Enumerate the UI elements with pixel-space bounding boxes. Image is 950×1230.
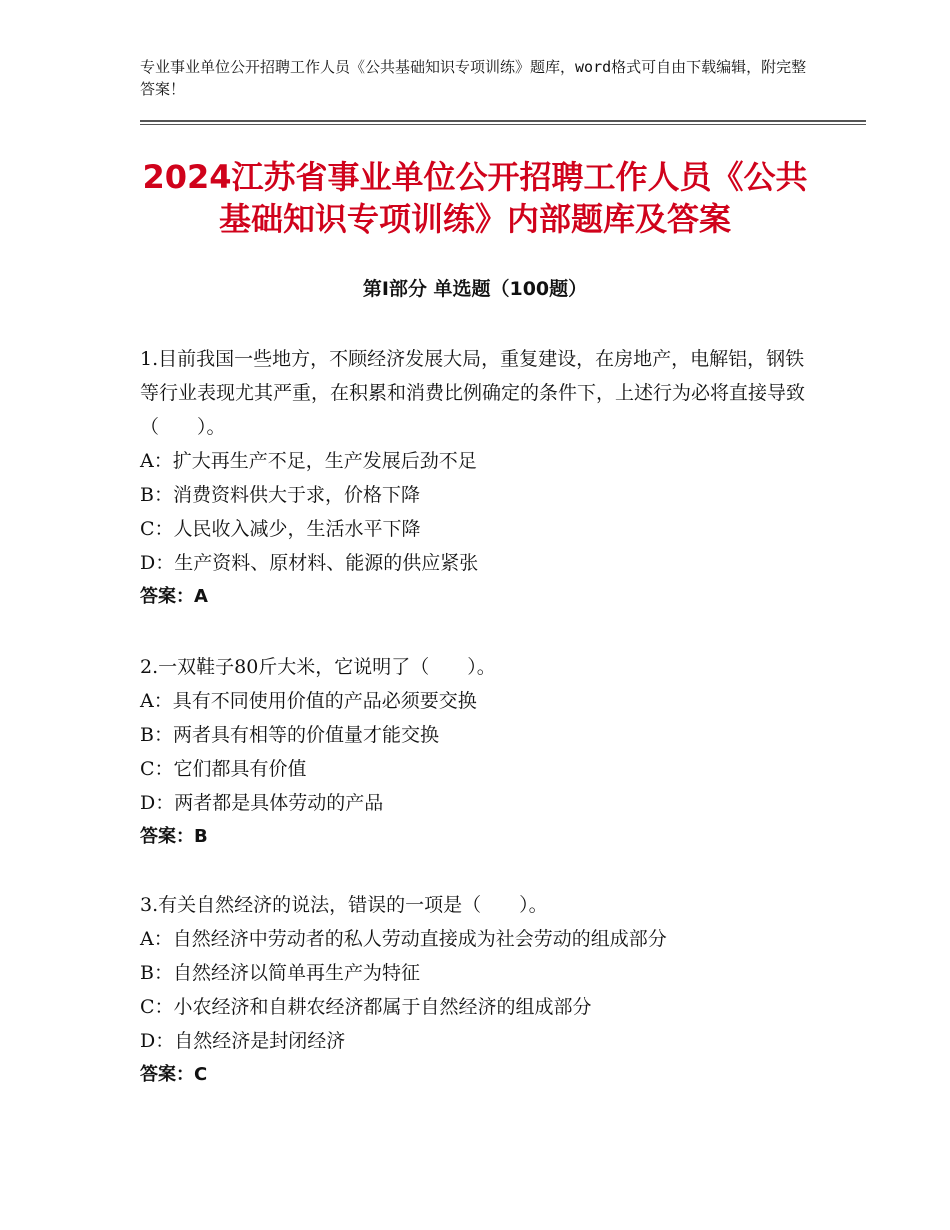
question-2 bbox=[140, 650, 820, 854]
question-stem: 3.有关自然经济的说法，错误的一项是（ ）。 bbox=[140, 894, 548, 916]
option-c: C：小农经济和自耕农经济都属于自然经济的组成部分 bbox=[140, 996, 592, 1018]
document-title: 2024江苏省事业单位公开招聘工作人员《公共基础知识专项训练》内部题库及答案 bbox=[142, 158, 808, 238]
question-stem: 1.目前我国一些地方，不顾经济发展大局，重复建设，在房地产，电解铝，钢铁等行业表现尤其严重，在积累和消费比例确定的条件下，上述行为必将直接导致（ ）。 bbox=[140, 348, 806, 438]
option-b: B：自然经济以简单再生产为特征 bbox=[140, 962, 420, 984]
question-3 bbox=[140, 888, 820, 1092]
answer: 答案：B bbox=[140, 826, 208, 847]
option-b: B：消费资料供大于求，价格下降 bbox=[140, 484, 420, 506]
option-d: D：自然经济是封闭经济 bbox=[140, 1030, 346, 1052]
option-a: A：扩大再生产不足，生产发展后劲不足 bbox=[140, 450, 477, 472]
section-heading: 第Ⅰ部分 单选题（100题） bbox=[362, 278, 588, 300]
header-rule-thin bbox=[140, 124, 866, 125]
header-rule bbox=[140, 120, 866, 122]
answer: 答案：A bbox=[140, 586, 208, 607]
option-a: A：具有不同使用价值的产品必须要交换 bbox=[140, 690, 477, 712]
option-b: B：两者具有相等的价值量才能交换 bbox=[140, 724, 439, 746]
option-d: D：生产资料、原材料、能源的供应紧张 bbox=[140, 552, 479, 574]
option-c: C：人民收入减少，生活水平下降 bbox=[140, 518, 421, 540]
question-stem: 2.一双鞋子80斤大米，它说明了（ ）。 bbox=[140, 656, 496, 678]
option-d: D：两者都是具体劳动的产品 bbox=[140, 792, 384, 814]
option-c: C：它们都具有价值 bbox=[140, 758, 307, 780]
option-a: A：自然经济中劳动者的私人劳动直接成为社会劳动的组成部分 bbox=[140, 928, 667, 950]
answer: 答案：C bbox=[140, 1064, 208, 1085]
header-note: 专业事业单位公开招聘工作人员《公共基础知识专项训练》题库，word格式可自由下载编辑，附完整答案！ bbox=[140, 58, 807, 98]
question-1 bbox=[140, 342, 820, 614]
